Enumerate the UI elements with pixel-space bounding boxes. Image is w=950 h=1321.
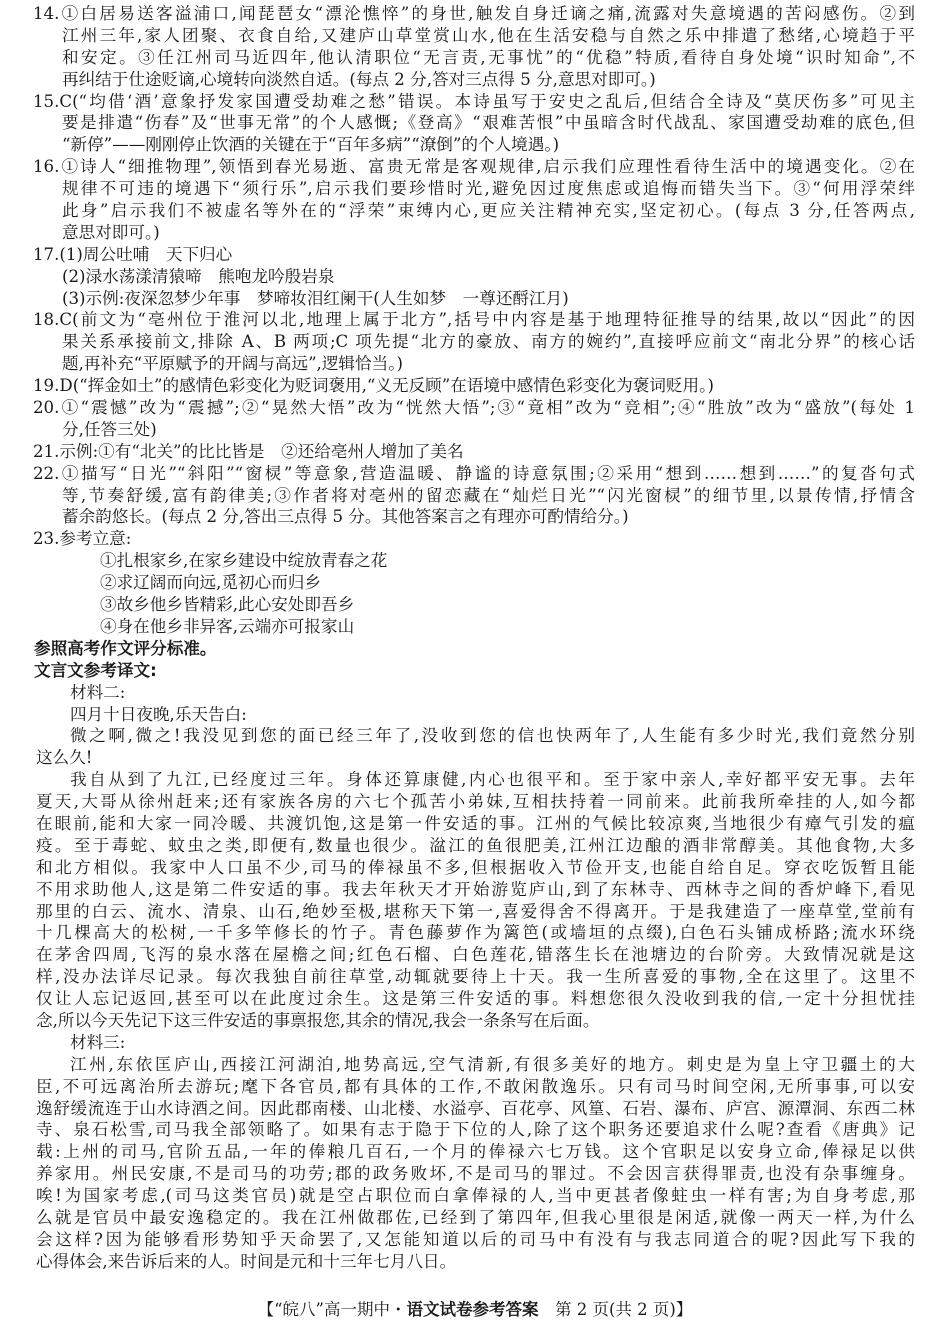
text-line: 唉!为国家考虑,(司马这类官员)就是空占职位而白拿俸禄的人,当中更甚者像蛀虫一样有害;为自身考虑,那: [36, 1186, 915, 1206]
text-line: 果关系承接前文,排除 A、B 两项;C 项先提“北方的豪放、南方的婉约”,直接呼应前文“南北分界”的核心话: [62, 332, 915, 352]
text-line: 18.C(前文为“亳州位于淮河以北,地理上属于北方”,括号中内容是基于地理特征推导的结果,故以“因此”的因: [33, 310, 915, 330]
text-line: 蓄余韵悠长。(每点 2 分,答出三点得 5 分。其他答案言之有理亦可酌情给分。): [62, 507, 629, 527]
text-line: 江州三年,家人团聚、衣食自给,又建庐山草堂赏山水,他在生活安稳与自然之乐中排遣了愁绪,心境趋于平: [62, 25, 915, 45]
footer-title: 语文试卷参考答案: [406, 1300, 539, 1319]
text-line: 此身”启示我们不被虚名等外在的“浮荣”束缚内心,更应关注精神充实,坚定初心。(每点 3 分,任答两点,: [62, 201, 915, 221]
text-line: 养家用。州民安康,不是司马的功劳;郡的政务败坏,不是司马的罪过。不会因言获得罪责,也没有杂事缠身。: [36, 1164, 915, 1184]
text-line: 22.①描写“日光”“斜阳”“窗棂”等意象,营造温暖、静谧的诗意氛围;②采用“想到……想到……”的复沓句式: [33, 463, 915, 483]
text-line: (3)示例:夜深忽梦少年事 梦啼妆泪红阑干(人生如梦 一尊还酹江月): [62, 288, 569, 308]
footer-exam-name: 【“皖八”高一期中・: [257, 1300, 407, 1319]
text-line: 不用求助他人,这是第二件安适的事。我去年秋天才开始游览庐山,到了东林寺、西林寺之间的香炉峰下,看见: [36, 879, 915, 899]
footer-page-number: 第 2 页(共 2 页)】: [538, 1300, 693, 1319]
text-line: 十几棵高大的松树,一千多竿修长的竹子。青色藤萝作为篱笆(或墙垣的点缀),白色石头铺成桥路;流水环绕: [36, 923, 915, 943]
text-line: 21.示例:①有“北关”的比比皆是 ②还给亳州人增加了美名: [33, 441, 464, 461]
text-line: 19.D(“挥金如土”的感情色彩变化为贬词褒用,“义无反顾”在语境中感情色彩变化为褒词贬用。): [33, 376, 714, 396]
text-line: 念,所以今天先记下这三件安适的事禀报您,其余的情况,我会一条条写在后面。: [36, 1010, 600, 1030]
text-line: 这么久!: [36, 748, 93, 768]
text-line: 夏天,大哥从徐州赶来;还有家族各房的六七个孤苦小弟妹,互相扶持着一同前来。此前我所牵挂的人,如今都: [36, 792, 915, 812]
text-line: 在眼前,能和大家一同冷暖、共渡饥饱,这是第一件安适的事。江州的气候比较凉爽,当地很少有瘴气引发的瘟: [36, 813, 915, 833]
section-heading: 文言文参考译文:: [34, 660, 157, 680]
text-line: 15.C(“均借‘酒’意象抒发家国遭受劫难之愁”错误。本诗虽写于安史之乱后,但结合全诗及“莫厌伤多”可见主: [33, 91, 915, 111]
text-line: 那里的白云、流水、清泉、山石,绝妙至极,堪称天下第一,喜爱得舍不得离开。于是我建造了一座草堂,堂前有: [36, 901, 915, 921]
text-line: 规律不可违的境遇下“须行乐”,启示我们要珍惜时光,避免因过度焦虑或追悔而错失当下。③“何用浮荣绊: [62, 179, 915, 199]
text-line: ③故乡他乡皆精彩,此心安处即吾乡: [100, 595, 355, 615]
text-line: 样,没办法详尽记录。每次我独自前往草堂,动辄就要待上十天。我一生所喜爱的事物,全在这里了。这里不: [36, 967, 915, 987]
text-line: (2)渌水荡漾清猿啼 熊咆龙吟殷岩泉: [62, 266, 335, 286]
text-line: “新停”——刚刚停止饮酒的关键在于“百年多病”“潦倒”的个人境遇。): [62, 135, 560, 155]
text-line: 14.①白居易送客溢浦口,闻琵琶女“漂沦憔悴”的身世,触发自身迁谪之痛,流露对失意境遇的苦闷感伤。②到: [33, 4, 915, 23]
text-line: 疫。至于毒蛇、蚊虫之类,即便有,数量也很少。湓江的鱼很肥美,江州江边酿的酒非常醇美。其他食物,大多: [36, 835, 915, 855]
text-line: ②求辽阔而向远,觅初心而归乡: [100, 573, 321, 593]
section-heading: 参照高考作文评分标准。: [34, 638, 217, 658]
text-line: 么就是官员中最安逸稳定的。我在江州做郡佐,已经到了第四年,但我心里很是闲适,就像一两天一样,为什么: [36, 1207, 915, 1227]
text-line: 题,再补充“平原赋予的开阔与高远”,逻辑恰当。): [62, 354, 403, 374]
text-line: 材料三:: [70, 1032, 126, 1052]
text-line: 臣,不可远离治所去游玩;麾下各官员,都有具体的工作,不敢闲散逸乐。只有司马时间空闲,无所事事,可以安: [36, 1076, 915, 1096]
text-line: 20.①“震憾”改为“震撼”;②“晃然大悟”改为“恍然大悟”;③“竟相”改为“竞相”;④“胜放”改为“盛放”(每处 1: [33, 398, 915, 418]
text-line: 会这样?因为能够看形势知乎天命罢了,又怎能知道以后的司马中有没有与我志同道合的呢?因此写下我的: [36, 1229, 915, 1249]
text-line: 材料二:: [70, 682, 126, 702]
text-line: ①扎根家乡,在家乡建设中绽放青春之花: [100, 551, 388, 571]
text-line: 再纠结于仕途贬谪,心境转向淡然自适。(每点 2 分,答对三点得 5 分,意思对即可。): [62, 69, 656, 89]
text-line: 逸舒缓流连于山水诗酒之间。因此郡南楼、山北楼、水溢亭、百花亭、风篁、石岩、瀑布、庐宫、源潭洞、东西二林: [36, 1098, 915, 1118]
text-line: 分,任答三处): [62, 419, 157, 439]
text-line: 微之啊,微之!我没见到您的面已经三年了,没收到您的信也快两年了,人生能有多少时光,我们竟然分别: [70, 726, 915, 746]
text-line: 我自从到了九江,已经度过三年。身体还算康健,内心也很平和。至于家中亲人,幸好都平安无事。去年: [70, 770, 915, 790]
text-line: 要是排遣“伤春”及“世事无常”的个人感慨;《登高》“艰难苦恨”中虽暗含时代战乱、家国遭受劫难的底色,但: [62, 113, 915, 133]
text-line: 和北方相似。我家中人口虽不少,司马的俸禄虽不多,但根据收入节俭开支,也能自给自足。穿衣吃饭暂且能: [36, 857, 915, 877]
text-line: 心得体会,来告诉后来的人。时间是元和十三年七月八日。: [36, 1251, 457, 1271]
text-line: 在茅舍四周,飞泻的泉水落在屋檐之间;红色石榴、白色莲花,错落生长在池塘边的台阶旁。大致情况就是这: [36, 945, 915, 965]
answer-document: [0, 3, 950, 1273]
text-line: ④身在他乡非异客,云端亦可报家山: [100, 616, 355, 636]
text-line: 仅让人忘记返回,甚至可以在此度过余生。这是第三件安适的事。料想您很久没收到我的信,一定十分担忧挂: [36, 989, 915, 1009]
text-line: 等,节奏舒缓,富有韵律美;③作者将对亳州的留恋藏在“灿烂日光”“闪光窗棂”的细节里,以景传情,抒情含: [62, 485, 915, 505]
text-line: 和安定。③任江州司马近四年,他认清职位“无言责,无事忧”的“优稳”特质,看待自身处境“识时知命”,不: [62, 47, 915, 67]
text-line: 23.参考立意:: [33, 529, 132, 549]
page-footer: [0, 1296, 950, 1320]
text-line: 载:上州的司马,官阶五品,一年的俸粮几百石,一个月的俸禄六七万钱。这个官职足以安身立命,俸禄足以供: [36, 1142, 915, 1162]
text-line: 四月十日夜晚,乐天告白:: [70, 704, 247, 724]
text-line: 16.①诗人“细推物理”,领悟到春光易逝、富贵无常是客观规律,启示我们应理性看待生活中的境遇变化。②在: [33, 157, 915, 177]
text-line: 寺、泉石松雪,司马我全部领略了。如果有志于隐于下位的人,除了这个职务还要追求什么呢?查看《唐典》记: [36, 1120, 915, 1140]
text-line: 17.(1)周公吐哺 天下归心: [33, 244, 233, 264]
text-line: 江州,东依匡庐山,西接江河湖泊,地势高远,空气清新,有很多美好的地方。刺史是为皇上守卫疆土的大: [70, 1054, 915, 1074]
text-line: 意思对即可。): [62, 222, 160, 242]
